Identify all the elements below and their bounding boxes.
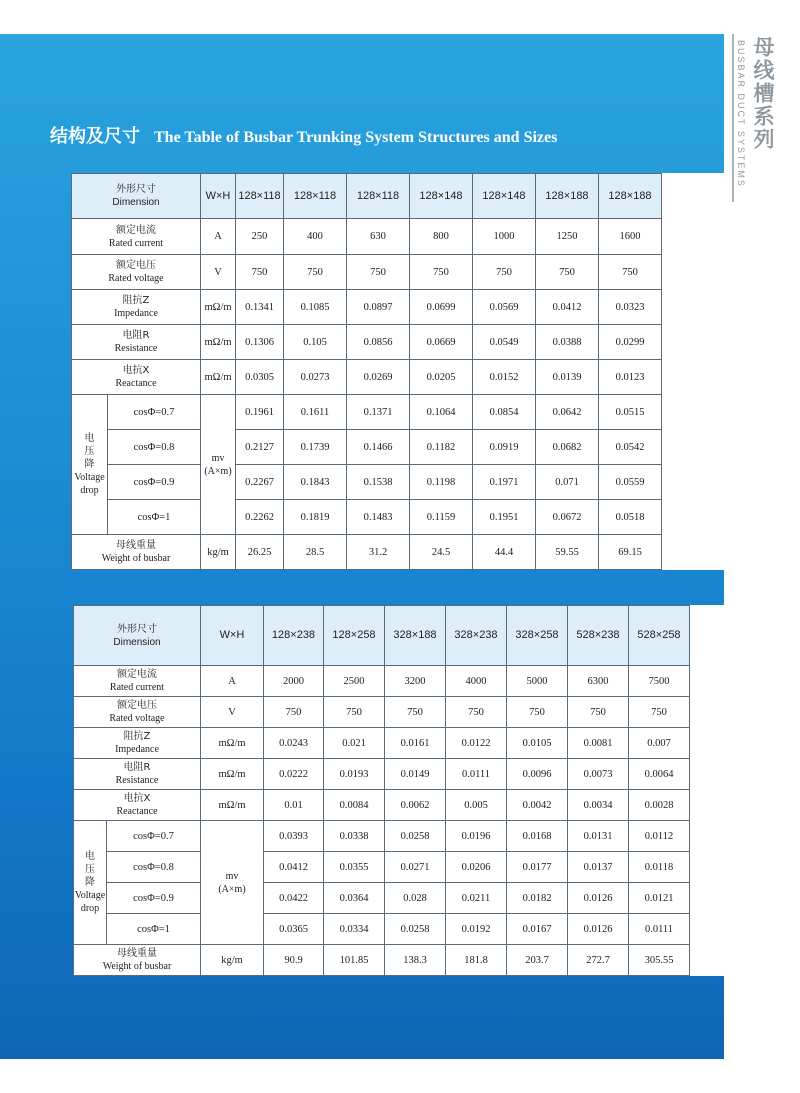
- row-voltage-drop-cos-1: [74, 914, 750, 945]
- dimension-label-en: Dimension: [113, 636, 161, 648]
- dimension-label-en: Dimension: [112, 197, 160, 208]
- value-cell: 750: [536, 255, 599, 290]
- value-cell: 0.0258: [385, 821, 446, 852]
- impedance-label-en: Impedance: [115, 744, 159, 755]
- value-cell: 0.021: [324, 728, 385, 759]
- value-cell: 0.0123: [599, 360, 662, 395]
- rated-current-label: [74, 666, 201, 697]
- value-cell: 0.0105: [507, 728, 568, 759]
- rated-current-unit: A: [201, 666, 264, 697]
- value-cell: 0.0139: [536, 360, 599, 395]
- value-cell: 0.0365: [264, 914, 324, 945]
- value-cell: 0.0034: [568, 790, 629, 821]
- value-cell: 0.0149: [385, 759, 446, 790]
- dimension-cell: 328×258: [507, 606, 568, 666]
- cos-1-label: cosΦ=1: [108, 500, 201, 535]
- dimension-cell: 128×118: [347, 174, 410, 219]
- rated-voltage-label-en: Rated voltage: [108, 273, 164, 284]
- value-cell: 800: [410, 219, 473, 255]
- value-cell: 0.0518: [599, 500, 662, 535]
- value-cell: 0.1341: [236, 290, 284, 325]
- voltage-drop-en-2: drop: [80, 485, 99, 496]
- resistance-label-en: Resistance: [114, 343, 158, 354]
- value-cell: 0.0206: [446, 852, 507, 883]
- value-cell: 0.0258: [385, 914, 446, 945]
- value-cell: 0.0323: [599, 290, 662, 325]
- row-weight: [74, 945, 750, 976]
- value-cell: 59.55: [536, 535, 599, 570]
- value-cell: 0.0273: [284, 360, 347, 395]
- value-cell: 0.1951: [473, 500, 536, 535]
- resistance-unit: mΩ/m: [201, 325, 236, 360]
- page-title-english: The Table of Busbar Trunking System Structures and Sizes: [154, 129, 558, 146]
- value-cell: 138.3: [385, 945, 446, 976]
- weight-label-en: Weight of busbar: [102, 961, 172, 972]
- value-cell: 0.0271: [385, 852, 446, 883]
- value-cell: 0.0096: [507, 759, 568, 790]
- value-cell: 0.0111: [629, 914, 690, 945]
- value-cell: 0.0854: [473, 395, 536, 430]
- rated-voltage-label: [74, 697, 201, 728]
- value-cell: 0.0897: [347, 290, 410, 325]
- value-cell: 0.1466: [347, 430, 410, 465]
- side-series-english: BUSBAR DUCT SYSTEMS: [736, 40, 746, 188]
- cos-1-label: cosΦ=1: [107, 914, 201, 945]
- wh-unit: W×H: [201, 606, 264, 666]
- value-cell: 0.0064: [629, 759, 690, 790]
- rated-current-label-en: Rated current: [109, 682, 165, 693]
- reactance-label: [74, 790, 201, 821]
- rated-current-label: [72, 219, 201, 255]
- value-cell: 0.2267: [236, 465, 284, 500]
- voltage-drop-unit-mv: mv: [225, 870, 239, 882]
- value-cell: 1000: [473, 219, 536, 255]
- wh-unit: W×H: [201, 174, 236, 219]
- value-cell: 0.0642: [536, 395, 599, 430]
- value-cell: 0.0393: [264, 821, 324, 852]
- value-cell: 0.1739: [284, 430, 347, 465]
- value-cell: 0.0073: [568, 759, 629, 790]
- header-row: [72, 174, 725, 219]
- row-rated-voltage: [74, 697, 750, 728]
- voltage-drop-char-2: 压: [84, 446, 95, 457]
- value-cell: 0.0084: [324, 790, 385, 821]
- voltage-drop-label: [72, 395, 108, 535]
- value-cell: 0.1538: [347, 465, 410, 500]
- value-cell: 0.028: [385, 883, 446, 914]
- value-cell: 0.0126: [568, 914, 629, 945]
- dimension-cell: 328×238: [446, 606, 507, 666]
- rated-voltage-label-cn: 额定电压: [117, 700, 157, 711]
- spec-table-2: [73, 605, 750, 976]
- value-cell: 0.0028: [629, 790, 690, 821]
- rated-voltage-label-en: Rated voltage: [109, 713, 165, 724]
- value-cell: 750: [347, 255, 410, 290]
- header-row: [74, 606, 750, 666]
- impedance-label-cn: 阻抗Z: [122, 295, 150, 306]
- value-cell: 0.0182: [507, 883, 568, 914]
- value-cell: 26.25: [236, 535, 284, 570]
- value-cell: 0.0131: [568, 821, 629, 852]
- value-cell: 0.0118: [629, 852, 690, 883]
- voltage-drop-unit-axm: (A×m): [204, 465, 232, 477]
- value-cell: 2000: [264, 666, 324, 697]
- value-cell: 0.0569: [473, 290, 536, 325]
- value-cell: 0.071: [536, 465, 599, 500]
- value-cell: 0.1843: [284, 465, 347, 500]
- value-cell: 24.5: [410, 535, 473, 570]
- dimension-cell: 128×148: [410, 174, 473, 219]
- reactance-label-en: Reactance: [116, 806, 158, 817]
- value-cell: 0.0542: [599, 430, 662, 465]
- value-cell: 1250: [536, 219, 599, 255]
- row-voltage-drop-cos-08: [72, 430, 725, 465]
- impedance-unit: mΩ/m: [201, 290, 236, 325]
- value-cell: 750: [446, 697, 507, 728]
- value-cell: 0.1483: [347, 500, 410, 535]
- page-title: [50, 122, 557, 148]
- value-cell: 0.1611: [284, 395, 347, 430]
- weight-unit: kg/m: [201, 945, 264, 976]
- dimension-cell: 128×118: [284, 174, 347, 219]
- voltage-drop-unit: [201, 395, 236, 535]
- dimension-cell: 328×188: [385, 606, 446, 666]
- value-cell: 0.105: [284, 325, 347, 360]
- value-cell: 44.4: [473, 535, 536, 570]
- value-cell: 0.0669: [410, 325, 473, 360]
- value-cell: 0.0856: [347, 325, 410, 360]
- impedance-label-en: Impedance: [114, 308, 158, 319]
- impedance-unit: mΩ/m: [201, 728, 264, 759]
- value-cell: 69.15: [599, 535, 662, 570]
- value-cell: 750: [599, 255, 662, 290]
- cos-07-label: cosΦ=0.7: [107, 821, 201, 852]
- value-cell: 2500: [324, 666, 385, 697]
- value-cell: 0.1371: [347, 395, 410, 430]
- voltage-drop-unit: [201, 821, 264, 945]
- value-cell: 0.0919: [473, 430, 536, 465]
- value-cell: 0.0196: [446, 821, 507, 852]
- cos-08-label: cosΦ=0.8: [107, 852, 201, 883]
- weight-label-cn: 母线重量: [117, 948, 157, 959]
- resistance-unit: mΩ/m: [201, 759, 264, 790]
- value-cell: 250: [236, 219, 284, 255]
- cos-08-label: cosΦ=0.8: [108, 430, 201, 465]
- voltage-drop-unit-axm: (A×m): [218, 883, 246, 895]
- reactance-label-cn: 电抗X: [122, 365, 150, 376]
- value-cell: 0.0137: [568, 852, 629, 883]
- dimension-cell: 128×188: [599, 174, 662, 219]
- value-cell: 0.1306: [236, 325, 284, 360]
- dimension-cell: 128×148: [473, 174, 536, 219]
- resistance-label: [72, 325, 201, 360]
- dimension-label-cn: 外形尺寸: [117, 623, 157, 635]
- value-cell: 0.0112: [629, 821, 690, 852]
- value-cell: 181.8: [446, 945, 507, 976]
- row-impedance: [74, 728, 750, 759]
- value-cell: 750: [385, 697, 446, 728]
- value-cell: 750: [629, 697, 690, 728]
- rated-current-label-cn: 额定电流: [116, 224, 156, 236]
- resistance-label-en: Resistance: [115, 775, 159, 786]
- value-cell: 0.0121: [629, 883, 690, 914]
- value-cell: 0.0305: [236, 360, 284, 395]
- voltage-drop-en-1: Voltage: [74, 472, 105, 483]
- impedance-label: [72, 290, 201, 325]
- rated-voltage-unit: V: [201, 697, 264, 728]
- reactance-label-cn: 电抗X: [123, 793, 151, 804]
- impedance-label: [74, 728, 201, 759]
- rated-current-label-cn: 额定电流: [117, 669, 157, 680]
- value-cell: 5000: [507, 666, 568, 697]
- value-cell: 0.0243: [264, 728, 324, 759]
- value-cell: 750: [284, 255, 347, 290]
- value-cell: 0.0334: [324, 914, 385, 945]
- value-cell: 0.007: [629, 728, 690, 759]
- cos-09-label: cosΦ=0.9: [108, 465, 201, 500]
- resistance-label-cn: 电阻R: [123, 762, 151, 773]
- value-cell: 0.0672: [536, 500, 599, 535]
- dimension-label-cn: 外形尺寸: [116, 184, 156, 195]
- reactance-unit: mΩ/m: [201, 790, 264, 821]
- rated-voltage-unit: V: [201, 255, 236, 290]
- value-cell: 7500: [629, 666, 690, 697]
- value-cell: 28.5: [284, 535, 347, 570]
- row-reactance: [74, 790, 750, 821]
- value-cell: 0.0355: [324, 852, 385, 883]
- rated-voltage-label: [72, 255, 201, 290]
- value-cell: 0.0167: [507, 914, 568, 945]
- value-cell: 0.1961: [236, 395, 284, 430]
- weight-label: [72, 535, 201, 570]
- value-cell: 101.85: [324, 945, 385, 976]
- voltage-drop-unit-mv: mv: [211, 452, 225, 464]
- value-cell: 750: [568, 697, 629, 728]
- value-cell: 0.0559: [599, 465, 662, 500]
- row-resistance: [74, 759, 750, 790]
- value-cell: 0.0682: [536, 430, 599, 465]
- voltage-drop-en-2: drop: [80, 903, 100, 914]
- cos-07-label: cosΦ=0.7: [108, 395, 201, 430]
- value-cell: 0.0192: [446, 914, 507, 945]
- value-cell: 400: [284, 219, 347, 255]
- value-cell: 0.0042: [507, 790, 568, 821]
- value-cell: 750: [264, 697, 324, 728]
- value-cell: 0.1971: [473, 465, 536, 500]
- weight-label-cn: 母线重量: [116, 540, 156, 551]
- voltage-drop-char-1: 电: [85, 851, 95, 862]
- row-rated-current: [72, 219, 725, 255]
- value-cell: 0.0168: [507, 821, 568, 852]
- row-reactance: [72, 360, 725, 395]
- reactance-label: [72, 360, 201, 395]
- value-cell: 0.0122: [446, 728, 507, 759]
- weight-label-en: Weight of busbar: [101, 553, 171, 564]
- voltage-drop-char-2: 压: [85, 864, 95, 875]
- value-cell: 0.0549: [473, 325, 536, 360]
- value-cell: 0.1085: [284, 290, 347, 325]
- row-impedance: [72, 290, 725, 325]
- row-rated-current: [74, 666, 750, 697]
- value-cell: 0.0412: [264, 852, 324, 883]
- value-cell: 31.2: [347, 535, 410, 570]
- value-cell: 0.0081: [568, 728, 629, 759]
- row-resistance: [72, 325, 725, 360]
- value-cell: 750: [410, 255, 473, 290]
- value-cell: 0.01: [264, 790, 324, 821]
- value-cell: 0.0177: [507, 852, 568, 883]
- spec-table-1: [71, 173, 725, 570]
- value-cell: 750: [324, 697, 385, 728]
- value-cell: 90.9: [264, 945, 324, 976]
- value-cell: 0.0111: [446, 759, 507, 790]
- row-voltage-drop-cos-1: [72, 500, 725, 535]
- row-weight: [72, 535, 725, 570]
- value-cell: 0.0388: [536, 325, 599, 360]
- row-voltage-drop-cos-07: [72, 395, 725, 430]
- value-cell: 0.1819: [284, 500, 347, 535]
- voltage-drop-char-1: 电: [84, 433, 95, 444]
- weight-unit: kg/m: [201, 535, 236, 570]
- rated-voltage-label-cn: 额定电压: [116, 260, 156, 271]
- rated-current-label-en: Rated current: [108, 237, 164, 249]
- value-cell: 0.0152: [473, 360, 536, 395]
- impedance-label-cn: 阻抗Z: [123, 731, 151, 742]
- value-cell: 0.1064: [410, 395, 473, 430]
- dimension-cell: 128×188: [536, 174, 599, 219]
- value-cell: 272.7: [568, 945, 629, 976]
- row-voltage-drop-cos-09: [74, 883, 750, 914]
- value-cell: 0.0222: [264, 759, 324, 790]
- value-cell: 0.1159: [410, 500, 473, 535]
- value-cell: 1600: [599, 219, 662, 255]
- value-cell: 0.2127: [236, 430, 284, 465]
- voltage-drop-label: [74, 821, 107, 945]
- side-series-chinese: 母线槽系列: [751, 36, 775, 151]
- value-cell: 0.0299: [599, 325, 662, 360]
- value-cell: 0.005: [446, 790, 507, 821]
- value-cell: 750: [473, 255, 536, 290]
- value-cell: 6300: [568, 666, 629, 697]
- value-cell: 0.0161: [385, 728, 446, 759]
- dimension-cell: 128×118: [236, 174, 284, 219]
- row-voltage-drop-cos-08: [74, 852, 750, 883]
- reactance-label-en: Reactance: [115, 378, 157, 389]
- voltage-drop-char-3: 降: [85, 877, 95, 888]
- dimension-label: [72, 174, 201, 219]
- value-cell: 0.2262: [236, 500, 284, 535]
- value-cell: 0.0422: [264, 883, 324, 914]
- weight-label: [74, 945, 201, 976]
- resistance-label: [74, 759, 201, 790]
- value-cell: 0.0515: [599, 395, 662, 430]
- value-cell: 0.1198: [410, 465, 473, 500]
- value-cell: 0.0211: [446, 883, 507, 914]
- dimension-label: [74, 606, 201, 666]
- value-cell: 750: [507, 697, 568, 728]
- value-cell: 0.0205: [410, 360, 473, 395]
- page-title-chinese: 结构及尺寸: [50, 126, 140, 147]
- dimension-cell: 528×238: [568, 606, 629, 666]
- value-cell: 750: [236, 255, 284, 290]
- value-cell: 0.0062: [385, 790, 446, 821]
- value-cell: 0.0269: [347, 360, 410, 395]
- rated-current-unit: A: [201, 219, 236, 255]
- value-cell: 0.0364: [324, 883, 385, 914]
- voltage-drop-char-3: 降: [84, 459, 95, 470]
- dimension-cell: 128×258: [324, 606, 385, 666]
- value-cell: 203.7: [507, 945, 568, 976]
- cos-09-label: cosΦ=0.9: [107, 883, 201, 914]
- value-cell: 305.55: [629, 945, 690, 976]
- row-voltage-drop-cos-07: [74, 821, 750, 852]
- value-cell: 0.0126: [568, 883, 629, 914]
- dimension-cell: 128×238: [264, 606, 324, 666]
- row-rated-voltage: [72, 255, 725, 290]
- value-cell: 0.1182: [410, 430, 473, 465]
- reactance-unit: mΩ/m: [201, 360, 236, 395]
- value-cell: 0.0338: [324, 821, 385, 852]
- value-cell: 0.0193: [324, 759, 385, 790]
- value-cell: 3200: [385, 666, 446, 697]
- dimension-cell: 528×258: [629, 606, 690, 666]
- value-cell: 630: [347, 219, 410, 255]
- value-cell: 0.0412: [536, 290, 599, 325]
- resistance-label-cn: 电阻R: [122, 330, 150, 341]
- voltage-drop-en-1: Voltage: [74, 890, 106, 901]
- value-cell: 4000: [446, 666, 507, 697]
- row-voltage-drop-cos-09: [72, 465, 725, 500]
- value-cell: 0.0699: [410, 290, 473, 325]
